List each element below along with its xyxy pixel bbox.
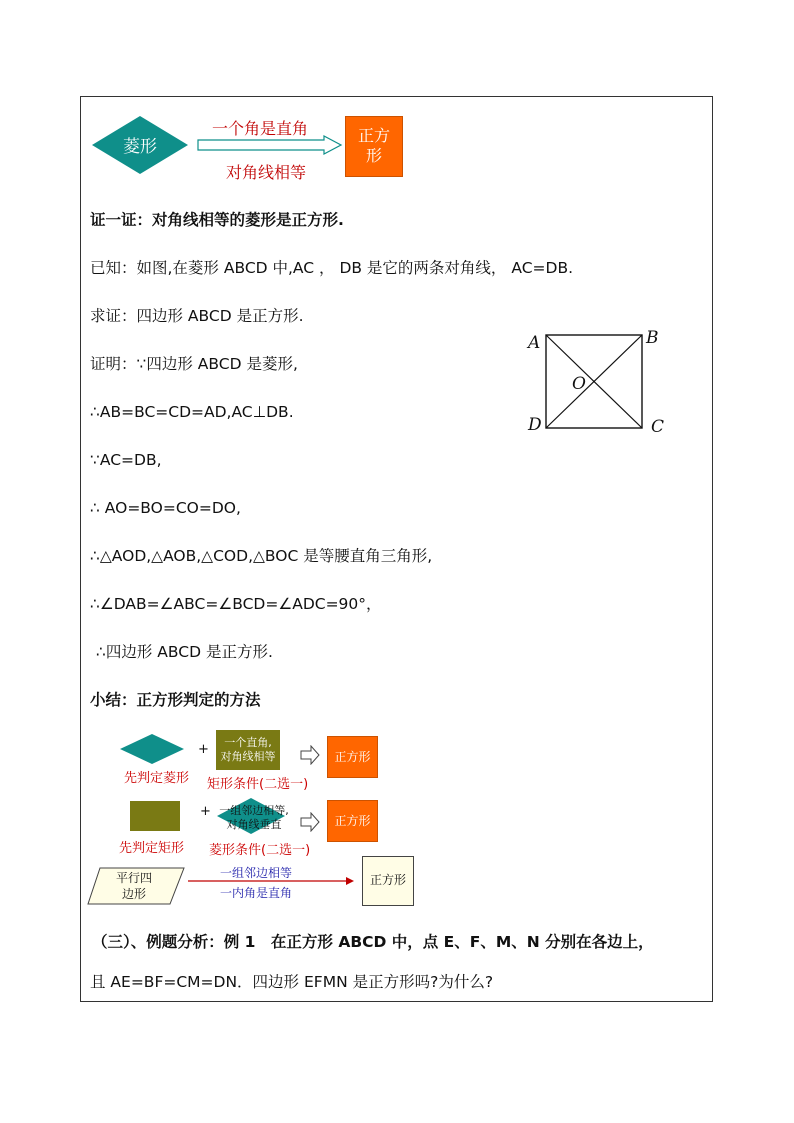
proof-line-1: 证明：∵四边形 ABCD 是菱形, [90, 355, 298, 373]
right-arrow-icon [196, 135, 344, 155]
row3-result-box: 正方形 [362, 856, 414, 906]
row2-plus: + [200, 804, 211, 819]
row1-rhombus-shape [118, 732, 186, 766]
center-o-label: O [572, 374, 586, 394]
proof-line-4: ∴ AO=BO=CO=DO, [90, 499, 241, 517]
vertex-b-label: B [646, 328, 659, 348]
proof-line-5: ∴△AOD,△AOB,△COD,△BOC 是等腰直角三角形, [90, 547, 433, 565]
example-line-2: 且 AE=BF=CM=DN．四边形 EFMN 是正方形吗?为什么? [90, 973, 494, 991]
row1-condition-box [216, 730, 280, 770]
row2-cond-caption: 菱形条件(二选一) [209, 843, 311, 858]
rhombus-label: 菱形 [123, 137, 157, 157]
row1-plus: + [198, 742, 209, 757]
arrow-bottom-label: 对角线相等 [226, 163, 307, 182]
row2-condition-text [210, 804, 298, 832]
row2-rectangle-shape [130, 801, 180, 831]
row1-cond-line1: 一个直角, [224, 736, 272, 749]
proof-line-3: ∵AC=DB, [90, 451, 162, 469]
example-line-1: （三）、例题分析：例 1 在正方形 ABCD 中，点 E、F、M、N 分别在各边上， [92, 933, 654, 951]
proof-line-2: ∴AB=BC=CD=AD,AC⊥DB. [90, 403, 294, 421]
row3-shape-line2: 边形 [121, 887, 146, 901]
square-result-box [345, 116, 403, 177]
row3-arrow-bottom: 一内角是直角 [220, 886, 293, 900]
row1-cond-line2: 对角线相等 [220, 750, 276, 763]
row2-shape-caption: 先判定矩形 [119, 841, 185, 856]
row3-shape-text [96, 870, 172, 902]
proof-line-6: ∴∠DAB=∠ABC=∠BCD=∠ADC=90°， [90, 595, 382, 613]
square-label-line2: 形 [365, 146, 382, 165]
row3-arrow-top: 一组邻边相等 [220, 866, 293, 880]
proof-title: 证一证：对角线相等的菱形是正方形. [90, 211, 344, 229]
summary-title: 小结：正方形判定的方法 [90, 691, 261, 709]
prove-line: 求证：四边形 ABCD 是正方形. [90, 307, 304, 325]
row2-result-box: 正方形 [327, 800, 378, 842]
row2-right-arrow-icon [300, 812, 320, 832]
row2-cond-line1: 一组邻边相等, [219, 804, 289, 817]
arrow-top-label: 一个角是直角 [212, 119, 309, 138]
proof-conclusion: ∴四边形 ABCD 是正方形. [96, 643, 273, 661]
row1-result-box: 正方形 [327, 736, 378, 778]
vertex-c-label: C [651, 417, 665, 437]
row2-cond-line2: 对角线垂直 [226, 818, 282, 831]
vertex-a-label: A [528, 333, 541, 353]
row3-shape-line1: 平行四 [115, 871, 152, 885]
vertex-d-label: D [528, 415, 542, 435]
row1-cond-caption: 矩形条件(二选一) [207, 777, 309, 792]
square-label-line1: 正方 [357, 126, 390, 145]
row1-right-arrow-icon [300, 745, 320, 765]
given-line: 已知：如图,在菱形 ABCD 中,AC ， DB 是它的两条对角线， AC=DB. [90, 259, 573, 277]
row1-shape-caption: 先判定菱形 [124, 771, 190, 786]
square-figure [545, 334, 645, 430]
